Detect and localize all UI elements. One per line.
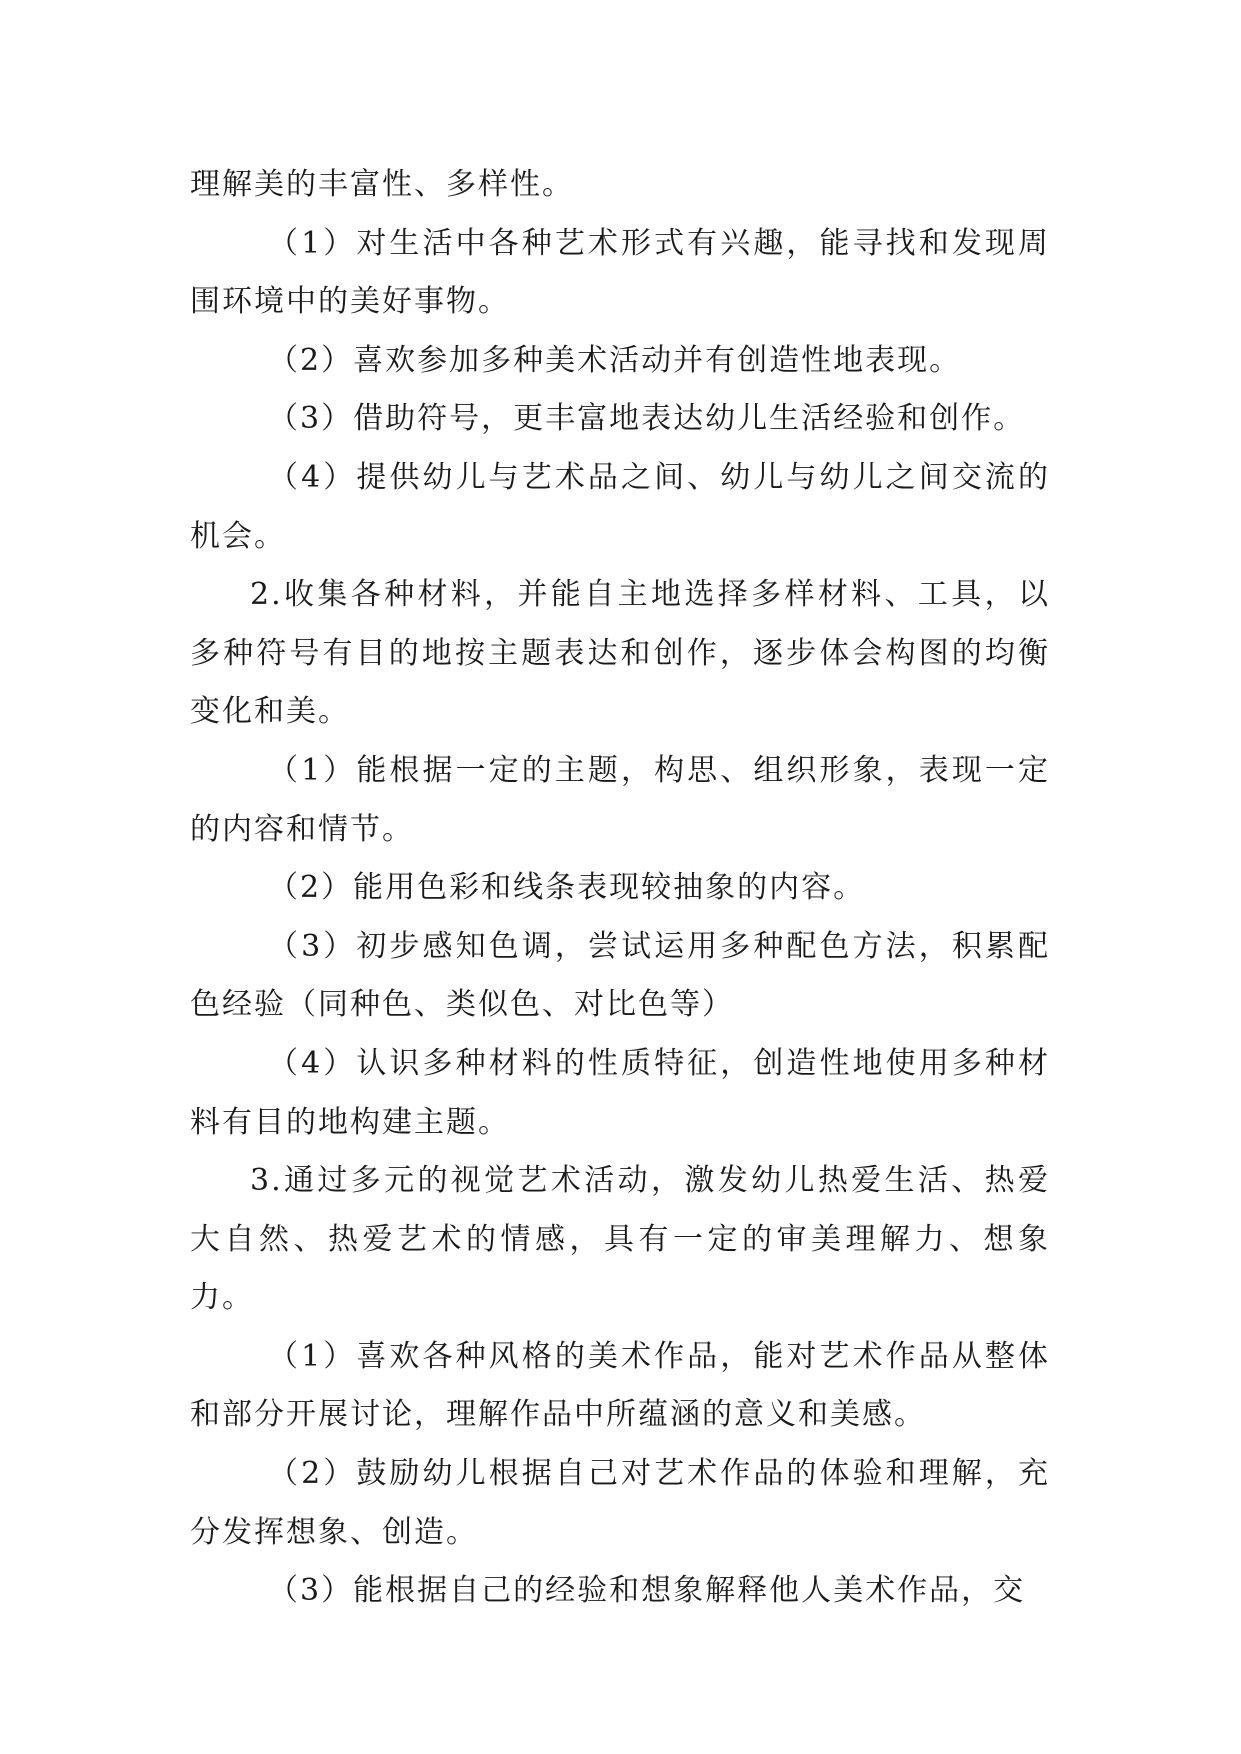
paragraph: 理解美的丰富性、多样性。 xyxy=(190,167,574,202)
paragraph: （1）喜欢各种风格的美术作品，能对艺术作品从整体和部分开展讨论，理解作品中所蕴涵的意义和美感。 xyxy=(190,1338,1050,1433)
paragraph: （1）对生活中各种艺术形式有兴趣，能寻找和发现周围环境中的美好事物。 xyxy=(190,225,1050,320)
paragraph: （3）初步感知色调，尝试运用多种配色方法，积累配色经验（同种色、类似色、对比色等） xyxy=(190,928,1050,1023)
paragraph: （2）鼓励幼儿根据自己对艺术作品的体验和理解，充分发挥想象、创造。 xyxy=(190,1456,1050,1550)
paragraph: （3）借助符号，更丰富地表达幼儿生活经验和创作。 xyxy=(268,401,1026,437)
paragraph: （2）喜欢参加多种美术活动并有创造性地表现。 xyxy=(268,342,962,378)
paragraph: 2.收集各种材料，并能自主地选择多样材料、工具，以多种符号有目的地按主题表达和创作，逐步体会构图的均衡变化和美。 xyxy=(190,577,1050,730)
paragraph: （4）认识多种材料的性质特征，创造性地使用多种材料有目的地构建主题。 xyxy=(190,1045,1050,1140)
paragraph: 3.通过多元的视觉艺术活动，激发幼儿热爱生活、热爱大自然、热爱艺术的情感，具有一定的审美理解力、想象力。 xyxy=(190,1163,1050,1316)
paragraph: （3）能根据自己的经验和想象解释他人美术作品，交 xyxy=(268,1573,1026,1609)
paragraph: （2）能用色彩和线条表现较抽象的内容。 xyxy=(268,870,866,906)
paragraph: （4）提供幼儿与艺术品之间、幼儿与幼儿之间交流的机会。 xyxy=(190,459,1050,554)
paragraph: （1）能根据一定的主题，构思、组织形象，表现一定的内容和情节。 xyxy=(190,752,1050,847)
document-body xyxy=(190,156,1050,1621)
